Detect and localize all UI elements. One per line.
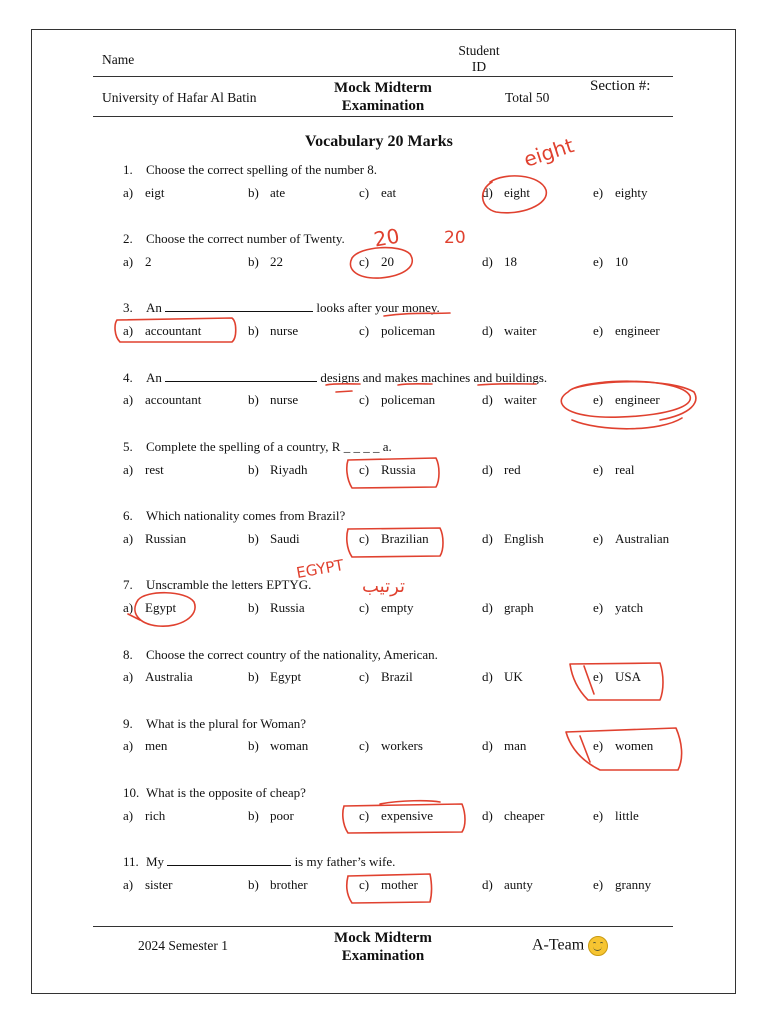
option-q7-b[interactable] <box>248 600 305 616</box>
handwritten-eight: eight <box>520 133 577 172</box>
option-text: nurse <box>270 323 299 338</box>
option-letter: b) <box>248 531 259 546</box>
option-q4-a[interactable] <box>123 392 201 408</box>
question-11 <box>123 854 395 870</box>
option-q2-a[interactable] <box>123 254 152 270</box>
option-letter: d) <box>482 600 493 615</box>
section-number-label: Section #: <box>590 78 651 94</box>
option-text: 2 <box>145 254 152 269</box>
option-q6-a[interactable] <box>123 531 186 547</box>
option-q4-c[interactable] <box>359 392 435 408</box>
option-q7-d[interactable] <box>482 600 534 616</box>
option-q11-c[interactable] <box>359 877 418 893</box>
question-text: Which nationality comes from Brazil? <box>146 508 346 523</box>
option-letter: b) <box>248 323 259 338</box>
option-letter: d) <box>482 392 493 407</box>
option-q10-c[interactable] <box>359 808 433 824</box>
option-text: Russian <box>145 531 187 546</box>
option-q6-c[interactable] <box>359 531 429 547</box>
option-q7-e[interactable] <box>593 600 643 616</box>
option-q3-c[interactable] <box>359 323 435 339</box>
option-text: 18 <box>504 254 517 269</box>
question-number: 9. <box>123 716 133 731</box>
option-q8-e[interactable] <box>593 669 641 685</box>
option-text: men <box>145 738 168 753</box>
option-q4-e[interactable] <box>593 392 660 408</box>
section-title: Vocabulary 20 Marks <box>305 133 453 150</box>
question-text: Complete the spelling of a country, R _ _ _ _ a. <box>146 439 392 454</box>
exam-title-header-line2: Examination <box>341 98 425 114</box>
option-letter: e) <box>593 254 604 269</box>
option-q9-e[interactable] <box>593 738 653 754</box>
option-text: accountant <box>145 392 202 407</box>
option-letter: b) <box>248 808 259 823</box>
option-text: policeman <box>381 323 436 338</box>
option-text: mother <box>381 877 418 892</box>
option-letter: d) <box>482 738 493 753</box>
option-letter: a) <box>123 185 134 200</box>
option-q7-a[interactable] <box>123 600 176 616</box>
question-text-end: is my father’s wife. <box>294 854 396 869</box>
option-text: engineer <box>615 323 660 338</box>
answer-blank <box>165 300 313 312</box>
option-letter: a) <box>123 877 134 892</box>
option-q4-d[interactable] <box>482 392 536 408</box>
option-q9-d[interactable] <box>482 738 526 754</box>
option-q9-b[interactable] <box>248 738 308 754</box>
option-letter: d) <box>482 323 493 338</box>
option-q2-e[interactable] <box>593 254 628 270</box>
question-number: 7. <box>123 577 133 592</box>
question-text-end: looks after your money. <box>316 300 440 315</box>
option-letter: a) <box>123 531 134 546</box>
option-text: USA <box>615 669 642 684</box>
option-q3-a[interactable] <box>123 323 201 339</box>
option-q11-d[interactable] <box>482 877 533 893</box>
question-10 <box>123 785 306 801</box>
option-text: English <box>504 531 544 546</box>
option-q9-a[interactable] <box>123 738 167 754</box>
option-q5-e[interactable] <box>593 462 634 478</box>
option-letter: a) <box>123 808 134 823</box>
option-letter: c) <box>359 462 370 477</box>
question-number: 2. <box>123 231 133 246</box>
question-6 <box>123 508 345 524</box>
option-text: woman <box>270 738 309 753</box>
option-letter: e) <box>593 531 604 546</box>
option-q5-c[interactable] <box>359 462 416 478</box>
footer-rule <box>93 926 673 927</box>
question-text-start: An <box>146 370 162 385</box>
option-letter: d) <box>482 185 493 200</box>
option-text: ate <box>270 185 286 200</box>
option-letter: a) <box>123 669 134 684</box>
option-letter: e) <box>593 323 604 338</box>
question-1 <box>123 162 377 178</box>
option-text: Saudi <box>270 531 300 546</box>
option-letter: a) <box>123 323 134 338</box>
option-text: empty <box>381 600 414 615</box>
option-q1-e[interactable] <box>593 185 648 201</box>
question-text-end: designs and makes machines and buildings. <box>320 370 548 385</box>
option-text: Egypt <box>145 600 177 615</box>
option-text: Brazilian <box>381 531 429 546</box>
option-letter: c) <box>359 185 370 200</box>
option-letter: d) <box>482 877 493 892</box>
exam-title-footer-line1: Mock Midterm <box>334 930 432 946</box>
question-text-start: My <box>146 854 165 869</box>
option-letter: d) <box>482 254 493 269</box>
question-text: What is the plural for Woman? <box>146 716 307 731</box>
option-text: sister <box>145 877 173 892</box>
option-letter: c) <box>359 254 370 269</box>
question-number: 1. <box>123 162 133 177</box>
option-letter: c) <box>359 323 370 338</box>
option-q8-c[interactable] <box>359 669 413 685</box>
option-q4-b[interactable] <box>248 392 298 408</box>
option-text: aunty <box>504 877 533 892</box>
exam-title-footer <box>318 929 448 965</box>
option-text: eight <box>504 185 530 200</box>
question-3 <box>123 300 440 316</box>
option-q6-e[interactable] <box>593 531 669 547</box>
option-text: eigt <box>145 185 165 200</box>
exam-title-header <box>318 79 448 115</box>
option-letter: d) <box>482 669 493 684</box>
option-q1-d[interactable] <box>482 185 530 201</box>
handwritten-arabic: ترتيب <box>362 576 406 597</box>
question-text: Unscramble the letters EPTYG. <box>146 577 312 592</box>
option-text: waiter <box>504 392 537 407</box>
option-text: Egypt <box>270 669 302 684</box>
option-q10-d[interactable] <box>482 808 544 824</box>
option-letter: b) <box>248 254 259 269</box>
option-q10-a[interactable] <box>123 808 165 824</box>
option-q3-d[interactable] <box>482 323 536 339</box>
option-text: red <box>504 462 521 477</box>
option-text: poor <box>270 808 294 823</box>
option-text: Australia <box>145 669 193 684</box>
option-letter: d) <box>482 531 493 546</box>
option-text: UK <box>504 669 523 684</box>
option-text: yatch <box>615 600 644 615</box>
option-text: granny <box>615 877 652 892</box>
total-marks: Total 50 <box>505 90 550 105</box>
option-q8-d[interactable] <box>482 669 523 685</box>
smiley-face-icon <box>588 936 608 956</box>
option-text: Riyadh <box>270 462 308 477</box>
name-label: Name <box>102 52 135 67</box>
option-q6-d[interactable] <box>482 531 544 547</box>
option-text: Brazil <box>381 669 413 684</box>
option-q8-a[interactable] <box>123 669 193 685</box>
option-text: 22 <box>270 254 283 269</box>
option-text: Australian <box>615 531 670 546</box>
option-q5-b[interactable] <box>248 462 308 478</box>
footer-semester: 2024 Semester 1 <box>138 938 228 953</box>
option-letter: e) <box>593 392 604 407</box>
option-letter: e) <box>593 185 604 200</box>
option-letter: c) <box>359 392 370 407</box>
option-q10-b[interactable] <box>248 808 294 824</box>
option-text: accountant <box>145 323 202 338</box>
option-letter: e) <box>593 738 604 753</box>
question-2 <box>123 231 345 247</box>
question-text: Choose the correct number of Twenty. <box>146 231 345 246</box>
question-text: What is the opposite of cheap? <box>146 785 306 800</box>
option-q5-d[interactable] <box>482 462 521 478</box>
question-8 <box>123 647 438 663</box>
option-text: rest <box>145 462 164 477</box>
question-number: 6. <box>123 508 133 523</box>
footer-team <box>532 936 608 956</box>
option-letter: b) <box>248 392 259 407</box>
option-letter: b) <box>248 185 259 200</box>
student-id-label-line1: Student <box>458 43 500 58</box>
option-q2-b[interactable] <box>248 254 283 270</box>
option-text: women <box>615 738 654 753</box>
option-q10-e[interactable] <box>593 808 639 824</box>
option-letter: c) <box>359 738 370 753</box>
question-text: Choose the correct spelling of the number 8. <box>146 162 378 177</box>
option-q7-c[interactable] <box>359 600 414 616</box>
option-letter: a) <box>123 600 134 615</box>
option-letter: b) <box>248 462 259 477</box>
option-q3-e[interactable] <box>593 323 660 339</box>
option-q11-b[interactable] <box>248 877 308 893</box>
option-text: real <box>615 462 635 477</box>
question-4 <box>123 370 547 386</box>
handwritten-twenty-1: 20 <box>371 223 402 252</box>
option-letter: c) <box>359 808 370 823</box>
handwritten-egypt: EGYPT <box>294 556 346 583</box>
option-letter: b) <box>248 738 259 753</box>
option-text: policeman <box>381 392 436 407</box>
option-q2-c[interactable] <box>359 254 394 270</box>
option-letter: a) <box>123 254 134 269</box>
option-q1-b[interactable] <box>248 185 285 201</box>
option-text: engineer <box>615 392 660 407</box>
option-q1-c[interactable] <box>359 185 396 201</box>
question-number: 11. <box>123 854 139 869</box>
option-text: cheaper <box>504 808 545 823</box>
option-q6-b[interactable] <box>248 531 300 547</box>
option-letter: e) <box>593 462 604 477</box>
student-id-label <box>455 43 503 75</box>
option-letter: b) <box>248 877 259 892</box>
question-7 <box>123 577 311 593</box>
option-q11-a[interactable] <box>123 877 172 893</box>
question-number: 3. <box>123 300 133 315</box>
option-text: eighty <box>615 185 648 200</box>
option-letter: e) <box>593 877 604 892</box>
question-number: 4. <box>123 370 133 385</box>
option-letter: b) <box>248 669 259 684</box>
option-letter: e) <box>593 669 604 684</box>
option-letter: a) <box>123 738 134 753</box>
answer-blank <box>167 854 291 866</box>
question-text: Choose the correct country of the nationality, American. <box>146 647 438 662</box>
option-q8-b[interactable] <box>248 669 301 685</box>
option-text: waiter <box>504 323 537 338</box>
option-q3-b[interactable] <box>248 323 298 339</box>
question-9 <box>123 716 306 732</box>
option-text: man <box>504 738 527 753</box>
option-letter: e) <box>593 808 604 823</box>
option-text: rich <box>145 808 166 823</box>
exam-title-header-line1: Mock Midterm <box>334 80 432 96</box>
option-text: workers <box>381 738 423 753</box>
answer-blank <box>165 370 317 382</box>
footer-team-label: A-Team <box>532 936 585 954</box>
option-q5-a[interactable] <box>123 462 164 478</box>
option-letter: c) <box>359 600 370 615</box>
exam-title-footer-line2: Examination <box>341 948 425 964</box>
handwritten-twenty-2: 20 <box>444 228 466 248</box>
question-number: 5. <box>123 439 133 454</box>
option-text: 10 <box>615 254 628 269</box>
option-text: brother <box>270 877 308 892</box>
question-5 <box>123 439 392 455</box>
option-q11-e[interactable] <box>593 877 651 893</box>
option-q1-a[interactable] <box>123 185 165 201</box>
option-text: expensive <box>381 808 433 823</box>
option-text: Russia <box>381 462 416 477</box>
question-number: 10. <box>123 785 140 800</box>
option-q9-c[interactable] <box>359 738 423 754</box>
option-text: 20 <box>381 254 394 269</box>
option-letter: a) <box>123 392 134 407</box>
student-id-label-line2: ID <box>471 59 487 74</box>
option-text: nurse <box>270 392 299 407</box>
option-text: little <box>615 808 639 823</box>
header-rule-top <box>93 76 673 77</box>
option-letter: c) <box>359 669 370 684</box>
question-number: 8. <box>123 647 133 662</box>
option-letter: c) <box>359 877 370 892</box>
option-text: eat <box>381 185 397 200</box>
option-letter: b) <box>248 600 259 615</box>
option-letter: c) <box>359 531 370 546</box>
option-letter: e) <box>593 600 604 615</box>
option-letter: a) <box>123 462 134 477</box>
option-text: Russia <box>270 600 305 615</box>
option-letter: d) <box>482 808 493 823</box>
question-text-start: An <box>146 300 162 315</box>
header-rule-bottom <box>93 116 673 117</box>
option-letter: d) <box>482 462 493 477</box>
option-q2-d[interactable] <box>482 254 517 270</box>
option-text: graph <box>504 600 534 615</box>
university-name: University of Hafar Al Batin <box>102 90 257 105</box>
